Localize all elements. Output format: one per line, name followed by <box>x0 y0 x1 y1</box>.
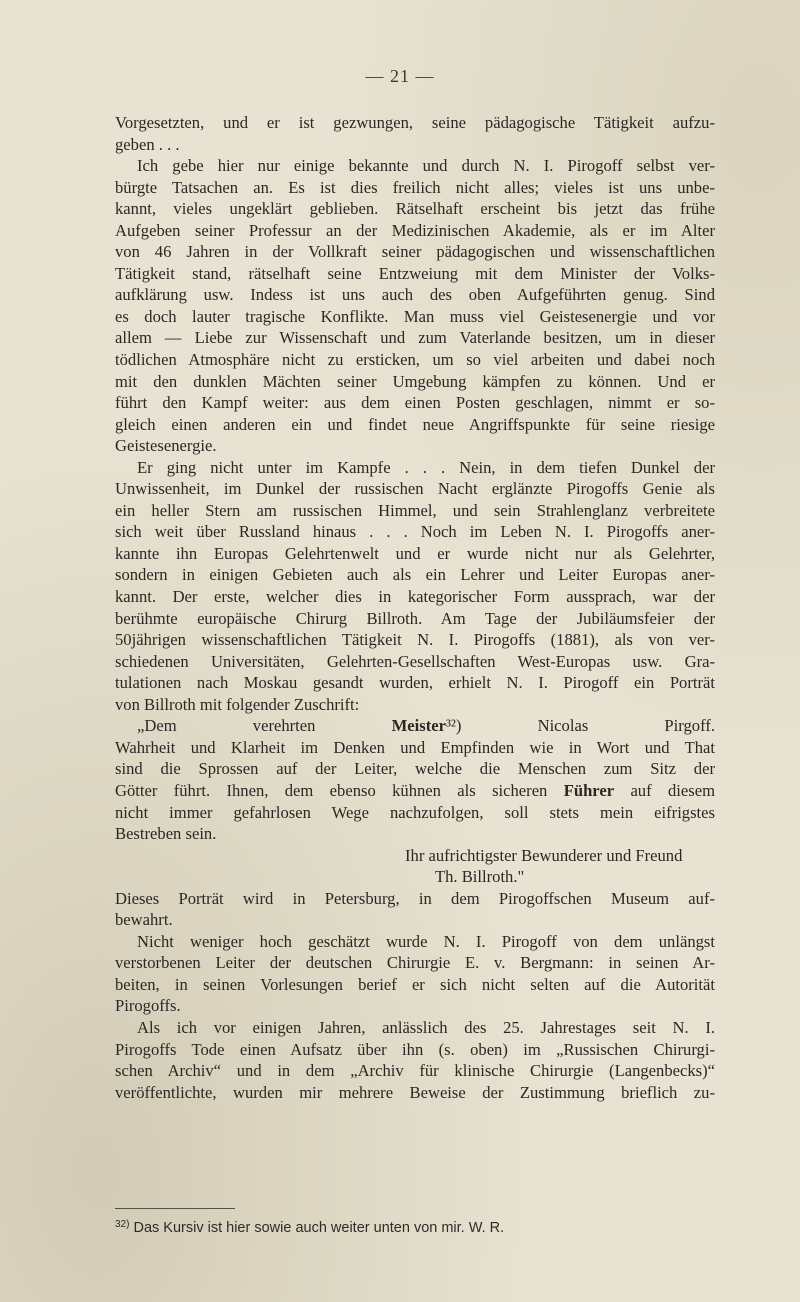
text-line: nicht immer gefahrlosen Wege nachzufolgen, soll stets mein eifrigstes <box>115 802 715 822</box>
text-line: führt den Kampf weiter: aus dem einen Posten geschlagen, nimmt er so- <box>115 393 715 413</box>
quote-salutation-end: ³²) Nicolas Pirgoff. <box>445 716 715 736</box>
text-line: von 46 Jahren in der Vollkraft seiner pädagogischen und wissenschaftlichen <box>115 242 715 262</box>
text-line: Als ich vor einigen Jahren, anlässlich des 25. Jahrestages seit N. I. <box>137 1017 715 1037</box>
text-line: Ich gebe hier nur einige bekannte und durch N. I. Pirogoff selbst ver- <box>137 156 715 176</box>
text-line: beiten, in seinen Vorlesungen berief er sich nicht selten auf die Autorität <box>115 974 715 994</box>
text-line: Pirogoffs. <box>115 996 181 1016</box>
quote-salutation <box>115 715 715 737</box>
text-line: veröffentlichte, wurden mir mehrere Beweise der Zustimmung brieflich zu- <box>115 1082 715 1102</box>
text-line: sind die Sprossen auf der Leiter, welche die Menschen zum Sitz der <box>115 759 715 779</box>
text-line: 50jährigen wissenschaftlichen Tätigkeit N. I. Pirogoffs (1881), als von ver- <box>115 630 715 650</box>
footnote-divider <box>115 1208 235 1209</box>
text-line: kannt. Der erste, welcher dies in kategorischer Form aussprach, war der <box>115 587 715 607</box>
text-line: Aufgeben seiner Professur an der Medizinischen Akademie, als er im Alter <box>115 220 715 240</box>
text-line: Tätigkeit stand, rätselhaft seine Entzweiung mit dem Minister der Volks- <box>115 263 715 283</box>
text-line: Nicht weniger hoch geschätzt wurde N. I. Pirogoff von dem unlängst <box>137 931 715 951</box>
text-line: Geistesenergie. <box>115 436 217 456</box>
footnote-text: Das Kursiv ist hier sowie auch weiter unten von mir. W. R. <box>133 1220 505 1236</box>
text-line: schiedenen Universitäten, Gelehrten-Gesellschaften West-Europas usw. Gra- <box>115 651 715 671</box>
paragraphs-after-quote <box>115 888 715 1103</box>
text-line: tulationen nach Moskau gesandt wurden, erhielt N. I. Pirogoff ein Porträt <box>115 673 715 693</box>
quote-body-end <box>115 802 715 845</box>
text-line: Dieses Porträt wird in Petersburg, in dem Pirogoffschen Museum auf- <box>115 888 715 908</box>
text-line: Bestreben sein. <box>115 824 217 844</box>
text-line: kannt, vieles ungeklärt geblieben. Rätselhaft erscheint bis jetzt das frühe <box>115 199 715 219</box>
text-line: Er ging nicht unter im Kampfe . . . Nein, in dem tiefen Dunkel der <box>137 457 715 477</box>
text-line: mit den dunklen Mächten seiner Umgebung kämpfen zu können. Und er <box>115 371 715 391</box>
text-line: Unwissenheit, im Dunkel der russischen Nacht erglänzte Pirogoffs Genie als <box>115 479 715 499</box>
text-line: berühmte europäische Chirurg Billroth. Am Tage der Jubiläumsfeier der <box>115 608 715 628</box>
quote-line-fuehrer-start: Götter führt. Ihnen, dem ebenso kühnen als sicheren <box>115 780 564 800</box>
footnote-marker: 32) <box>115 1219 130 1230</box>
text-line: es doch lauter tragische Konflikte. Man muss viel Geistesenergie und vor <box>115 306 715 326</box>
quote-salutation-start: „Dem verehrten <box>137 716 392 736</box>
text-line: Wahrheit und Klarheit im Denken und Empfinden wie in Wort und That <box>115 737 715 757</box>
text-line: Vorgesetzten, und er ist gezwungen, seine pädagogische Tätigkeit aufzu- <box>115 113 715 132</box>
text-line: aufklärung usw. Indess ist uns auch des oben Aufgeführten genug. Sind <box>115 285 715 305</box>
text-line: kannte ihn Europas Gelehrtenwelt und er wurde nicht nur als Gelehrter, <box>115 543 715 563</box>
paragraphs-before-quote <box>115 112 715 715</box>
text-line: bewahrt. <box>115 910 173 930</box>
text-line: ein heller Stern am russischen Himmel, und sein Strahlenglanz verbreitete <box>115 500 715 520</box>
text-line: verstorbenen Leiter der deutschen Chirurgie E. v. Bergmann: in seinen Ar- <box>115 953 715 973</box>
text-line: sich weit über Russland hinaus . . . Noch im Leben N. I. Pirogoffs aner- <box>115 522 715 542</box>
quote-bold-meister: Meister <box>391 716 446 736</box>
text-line: sondern in einigen Gebieten auch als ein Lehrer und Leiter Europas aner- <box>115 565 715 585</box>
quote-line-fuehrer-end: auf diesem <box>614 780 715 800</box>
quote-closing: Ihr aufrichtigster Bewunderer und Freund <box>405 845 683 865</box>
quote-bold-fuehrer: Führer <box>563 780 615 800</box>
text-line: geben . . . <box>115 134 180 154</box>
footnote <box>115 1219 715 1236</box>
text-line: bürgte Tatsachen an. Es ist dies freilich nicht alles; vieles ist uns unbe- <box>115 177 715 197</box>
quote-signature: Th. Billroth." <box>435 867 525 887</box>
text-line: schen Archiv“ und in dem „Archiv für klinische Chirurgie (Langenbecks)“ <box>115 1061 715 1081</box>
text-line: Pirogoffs Tode einen Aufsatz über ihn (s. oben) im „Russischen Chirurgi- <box>115 1039 715 1059</box>
body-text <box>115 112 715 1103</box>
quote-line-fuehrer <box>115 780 715 802</box>
text-line: tödlichen Atmosphäre nicht zu ersticken, um so viel arbeiten und dabei noch <box>115 350 715 370</box>
text-line: gleich einen anderen ein und findet neue Angriffspunkte für seine riesige <box>115 414 715 434</box>
text-line: allem — Liebe zur Wissenschaft und zum Vaterlande besitzen, um in dieser <box>115 328 715 348</box>
quote-body <box>115 737 715 780</box>
page-number: — 21 — <box>365 66 435 86</box>
text-line: von Billroth mit folgender Zuschrift: <box>115 694 360 714</box>
